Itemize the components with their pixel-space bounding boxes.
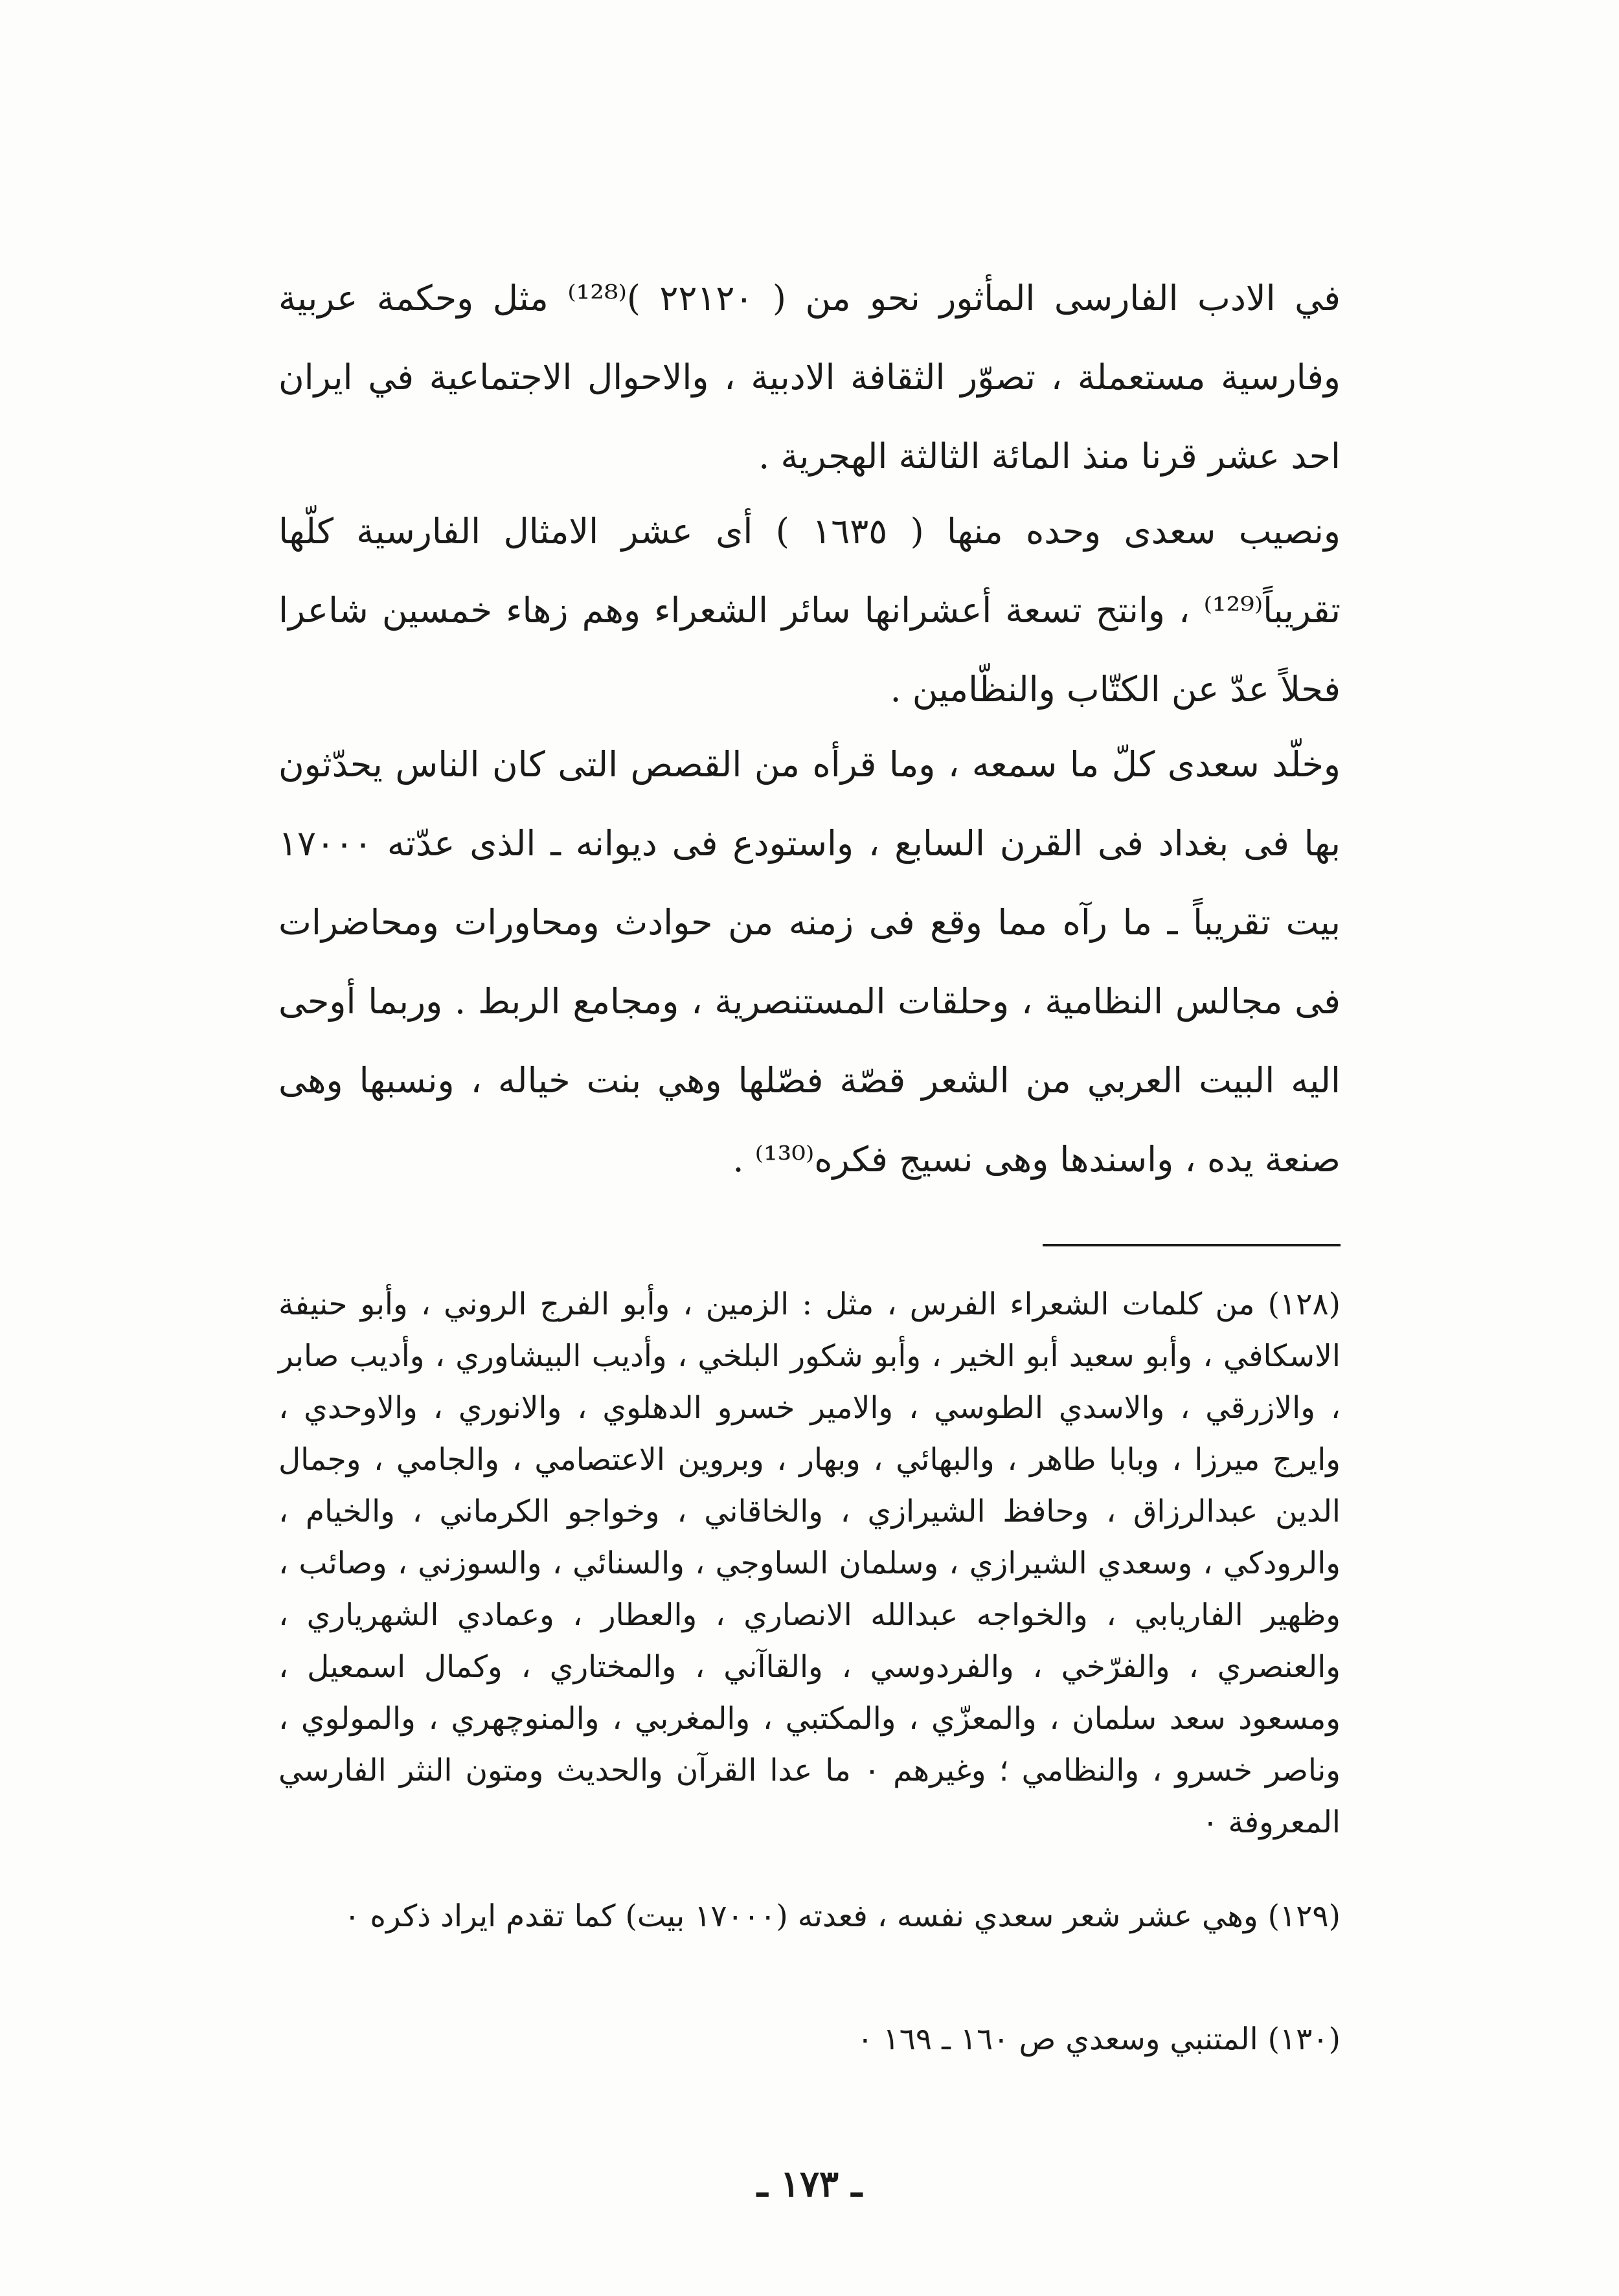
- body-paragraph: وخلّد سعدى كلّ ما سمعه ، وما قرأه من القصص التى كان الناس يحدّثون بها فى بغداد فى القرن السابع ، واستودع فى ديوانه ـ الذى عدّته ١٧٠٠٠ بيت تقريباً ـ ما رآه مما وقع فى زمنه من حوادث ومحاورات ومحاضرات فى مجالس النظامية ، وحلقات المستنصرية ، ومجامع الربط . وربما أوحى اليه البيت العربي من الشعر قصّة فصّلها وهي بنت خياله ، ونسبها وهى صنعة يده ، واسندها وهى نسيج فكره⁽¹³⁰⁾ .: [278, 744, 1341, 1180]
- footnote-128: (١٢٨) من كلمات الشعراء الفرس ، مثل : الزمين ، وأبو الفرج الروني ، وأبو حنيفة الاسكافي ، وأبو سعيد أبو الخير ، وأبو شكور البلخي ، وأديب البيشاوري ، وأديب صابر ، والازرقي ، والاسدي الطوسي ، والامير خسرو الدهلوي ، والانوري ، والاوحدي ، وايرج ميرزا ، وبابا طاهر ، والبهائي ، وبهار ، وبروين الاعتصامي ، والجامي ، وجمال الدين عبدالرزاق ، وحافظ الشيرازي ، والخاقاني ، وخواجو الكرماني ، والخيام ، والرودكي ، وسعدي الشيرازي ، وسلمان الساوجي ، والسنائي ، والسوزني ، وصائب ، وظهير الفاريابي ، والخواجه عبدالله الانصاري ، والعطار ، وعمادي الشهرياري ، والعنصري ، والفرّخي ، والفردوسي ، والقاآني ، والمختاري ، وكمال اسمعيل ، ومسعود سعد سلمان ، والمعزّي ، والمكتبي ، والمغربي ، والمنوچهري ، والمولوي ، وناصر خسرو ، والنظامي ؛ وغيرهم ٠ ما عدا القرآن والحديث ومتون النثر الفارسي المعروفة ٠: [278, 1287, 1341, 1840]
- page-number: ـ ١٧٣ ـ: [756, 2163, 863, 2205]
- footnotes: [278, 1279, 1341, 1849]
- body-paragraph: في الادب الفارسى المأثور نحو من ( ٢٢١٢٠ )⁽¹²⁸⁾ مثل وحكمة عربية وفارسية مستعملة ، تصوّر الثقافة الادبية ، والاحوال الاجتماعية في ايران احد عشر قرنا منذ المائة الثالثة الهجرية .: [278, 278, 1341, 477]
- footnote-separator: [1043, 1244, 1341, 1246]
- footnote-130: (١٣٠) المتنبي وسعدي ص ١٦٠ ـ ١٦٩ ٠: [857, 2021, 1341, 2057]
- footnote-129: (١٢٩) وهي عشر شعر سعدي نفسه ، فعدته (١٧٠٠٠ بيت) كما تقدم ايراد ذكره ٠: [344, 1898, 1341, 1934]
- body-paragraph: ونصيب سعدى وحده منها ( ١٦٣٥ ) أى عشر الامثال الفارسية كلّها تقريباً⁽¹²⁹⁾ ، وانتح تسعة أعشرانها سائر الشعراء وهم زهاء خمسين شاعرا فحلاً عدّ عن الكتّاب والنظّامين .: [278, 511, 1341, 710]
